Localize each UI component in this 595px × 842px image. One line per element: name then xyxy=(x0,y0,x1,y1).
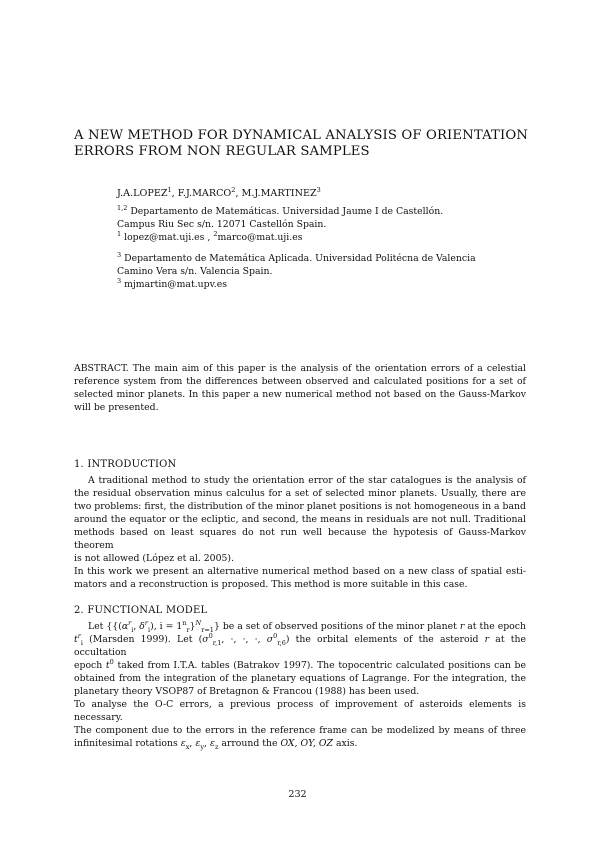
affil1-sup: 1,2 xyxy=(117,203,128,212)
email1-sup: 1 xyxy=(117,229,122,238)
intro-line-4: around the equator or the ecliptic, and second, the means in residuals are not null. Traditional xyxy=(74,514,526,525)
email-marco-link[interactable]: marco@mat.uji.es xyxy=(217,232,303,243)
affil2-sup: 3 xyxy=(117,250,122,259)
abstract-line-3: selected minor planets. In this paper a new numerical method not based on the Gauss-Markov xyxy=(74,389,526,400)
affil2-line1: Departamento de Matemática Aplicada. Universidad Politécna de Valencia xyxy=(124,253,476,264)
intro-line-7: In this work we present an alternative numerical method based on a new class of spatial esti- xyxy=(74,566,526,577)
intro-line-3: two problems: first, the distribution of the minor planet positions is not homogeneous in a band xyxy=(74,501,526,512)
section-heading-functional-model: 2. FUNCTIONAL MODEL xyxy=(74,605,208,616)
abstract-line-1: ABSTRACT. The main aim of this paper is the analysis of the orientation errors of a celestial xyxy=(74,363,526,374)
affiliation-upv xyxy=(117,252,537,291)
functional-model-body xyxy=(74,620,526,750)
intro-line-1: A traditional method to study the orientation error of the star catalogues is the analysis of xyxy=(88,475,526,486)
author-marco: F.J.MARCO xyxy=(177,188,232,199)
introduction-body xyxy=(74,474,526,591)
page-number: 232 xyxy=(288,789,307,800)
author-marco-sup: 2 xyxy=(231,185,236,194)
email3-sup: 3 xyxy=(117,276,122,285)
email-martinez-link[interactable]: mjmartin@mat.upv.es xyxy=(124,279,227,290)
affil1-line1: Departamento de Matemáticas. Universidad Jaume I de Castellón. xyxy=(130,206,444,217)
section-heading-introduction: 1. INTRODUCTION xyxy=(74,459,177,470)
intro-line-5: methods based on least squares do not run well because the hypotesis of Gauss-Markov theorem xyxy=(74,527,526,551)
author-lopez: J.A.LOPEZ xyxy=(117,188,168,199)
fm-line-1: Let {{($\alpha^r_i$, $\delta^r_i$), $i = 1^n_r\}^N_{r=1}$} be a set of observed positions of the minor planet r at the epoch xyxy=(88,618,526,634)
title-line-1: A NEW METHOD FOR DYNAMICAL ANALYSIS OF ORIENTATION xyxy=(74,128,529,143)
title-line-2: ERRORS FROM NON REGULAR SAMPLES xyxy=(74,143,370,159)
abstract-line-2: reference system from the differences between observed and calculated positions for a set of xyxy=(74,376,526,387)
fm-line-8: infinitesimal rotations $\varepsilon_x$, $\varepsilon_y$, $\varepsilon_z$ arround the OX, OY, OZ axis. xyxy=(74,738,358,751)
intro-line-8: mators and a reconstruction is proposed. This method is more suitable in this case. xyxy=(74,579,468,590)
author-martinez-sup: 3 xyxy=(316,185,321,194)
fm-line-3: epoch $t^0$ taked from I.T.A. tables (Batrakov 1997). The topocentric calculated positions can be xyxy=(74,657,526,671)
affil1-line2: Campus Riu Sec s/n. 12071 Castellón Spain. xyxy=(117,219,327,230)
abstract-line-4: will be presented. xyxy=(74,402,159,413)
fm-line-5: planetary theory VSOP87 of Bretagnon & Francou (1988) has been used. xyxy=(74,686,420,697)
abstract xyxy=(74,362,526,414)
fm-line-2: $t^r_i$ (Marsden 1999). Let ($\sigma^0_{r,1}$, ·, ·, ·, $\sigma^0_{r,6}$) the orbital elements of the asteroid r at the occultation xyxy=(74,631,526,658)
intro-line-6: is not allowed (López et al. 2005). xyxy=(74,553,234,564)
author-lopez-sup: 1 xyxy=(167,185,172,194)
author-list: J.A.LOPEZ$^1$, F.J.MARCO$^2$, M.J.MARTINEZ$^3$ xyxy=(117,185,321,199)
author-martinez: M.J.MARTINEZ xyxy=(241,188,317,199)
fm-line-4: obtained from the integration of the planetary equations of Lagrange. For the integration, the xyxy=(74,673,526,684)
intro-line-2: the residual observation minus calculus for a set of selected minor planets. Usually, there are xyxy=(74,488,526,499)
affil2-line2: Camino Vera s/n. Valencia Spain. xyxy=(117,266,273,277)
fm-line-6: To analyse the O-C errors, a previous process of improvement of asteroids elements is necessary. xyxy=(74,699,526,723)
email-lopez-link[interactable]: lopez@mat.uji.es xyxy=(124,232,205,243)
email2-sup: 2 xyxy=(213,229,218,238)
paper-title xyxy=(74,128,534,159)
fm-line-7: The component due to the errors in the reference frame can be modelized by means of three xyxy=(74,725,526,736)
affiliation-uji: $^{1,2}$ Departamento de Matemáticas. Universidad Jaume I de Castellón. Campus Riu Sec s/n. 12071 Castellón Spain. $^1$ lopez@mat.uji.es , $^2$marco@mat.uji.es xyxy=(117,205,537,244)
